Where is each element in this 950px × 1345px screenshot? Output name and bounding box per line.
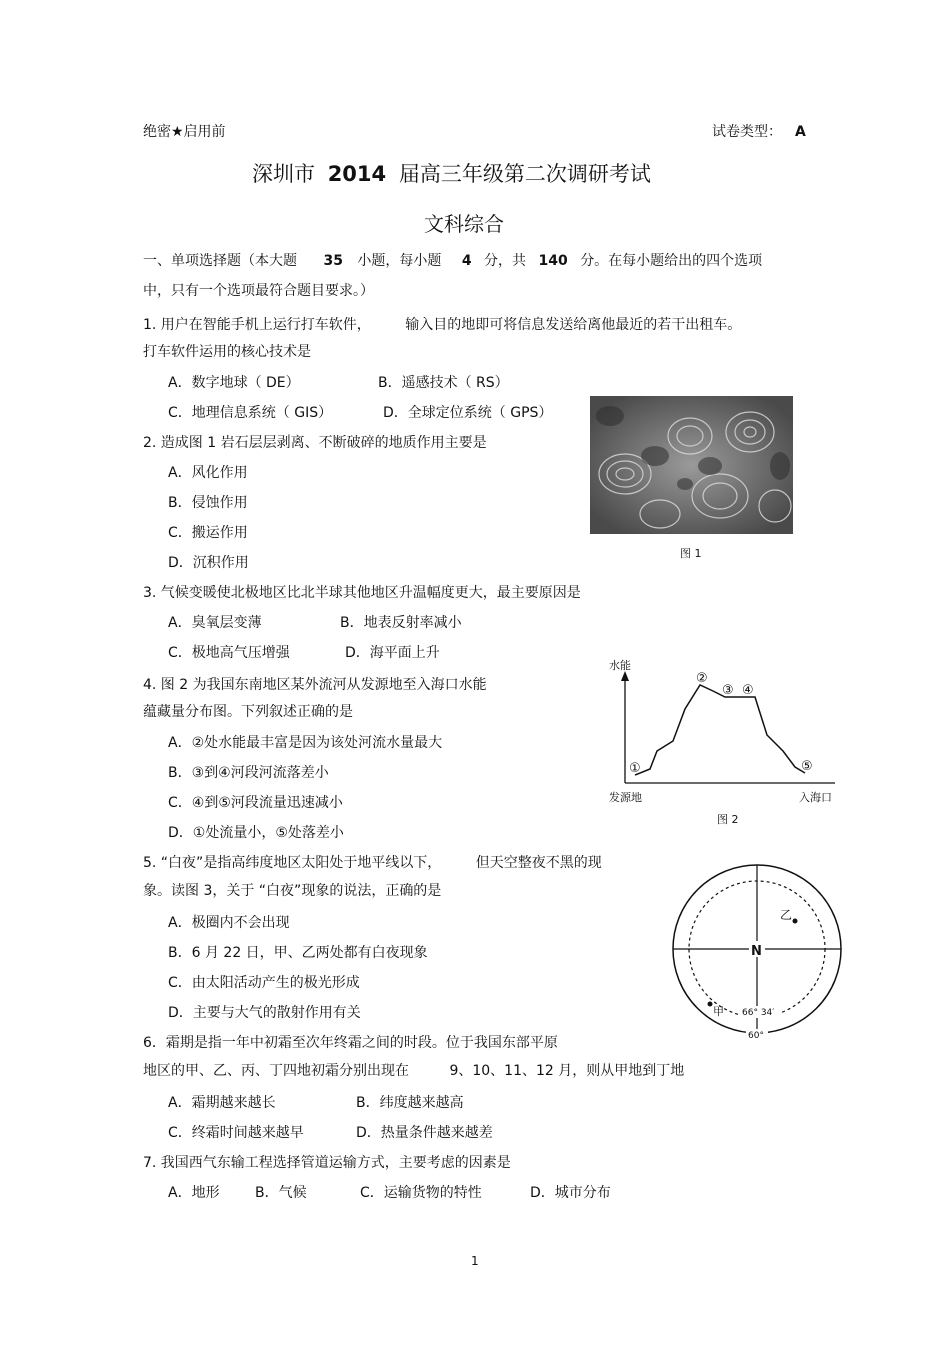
figure-2-profile-line <box>635 685 805 775</box>
q6-stem-part: 9、10、11、12 月，则从甲地到丁地 <box>449 1063 685 1079</box>
q3-option-a: A．臭氧层变薄 <box>168 615 262 631</box>
q5-stem-part: 但天空整夜不黑的现 <box>475 855 602 871</box>
q6-stem-part: 地区的甲、乙、丙、丁四地初霜分别出现在 <box>143 1063 409 1079</box>
q5-stem-line2: 象。读图 3，关于 “白夜”现象的说法，正确的是 <box>143 883 442 899</box>
title-city: 深圳市 <box>252 162 315 186</box>
figure-2-caption: 图 2 <box>717 813 739 826</box>
figure-2-point-5: ⑤ <box>801 759 813 774</box>
q4-option-b: B．③到④河段河流落差小 <box>168 765 329 781</box>
figure-2-ylabel: 水能 <box>609 659 631 672</box>
q2-option-d: D．沉积作用 <box>168 555 249 571</box>
section-number: 4 <box>461 253 472 269</box>
section-text: 分，共 <box>484 253 527 269</box>
secret-label: 绝密★启用前 <box>143 124 226 140</box>
q7-option-a: A．地形 <box>168 1185 220 1201</box>
figure-3-north-pole: N <box>751 944 762 959</box>
figure-2-point-2: ② <box>696 671 708 686</box>
section-number: 140 <box>538 253 568 269</box>
q1-option-b: B．遥感技术（ RS） <box>378 375 509 391</box>
q3-option-c: C．极地高气压增强 <box>168 645 290 661</box>
figure-3-lat-60: 60° <box>748 1031 764 1041</box>
q5-option-c: C．由太阳活动产生的极光形成 <box>168 975 360 991</box>
q2-stem: 2. 造成图 1 岩石层层剥离、不断破碎的地质作用主要是 <box>143 435 487 451</box>
figure-2-point-4: ④ <box>742 683 754 698</box>
q7-option-c: C．运输货物的特性 <box>360 1185 482 1201</box>
q1-stem-line2: 打车软件运用的核心技术是 <box>143 344 311 360</box>
figure-3-lat-arctic: 66° 34′ <box>742 1008 775 1018</box>
section-intro-line1 <box>143 251 762 271</box>
q5-option-b: B．6 月 22 日，甲、乙两处都有白夜现象 <box>168 945 428 961</box>
q3-option-b: B．地表反射率减小 <box>340 615 462 631</box>
q7-option-d: D．城市分布 <box>530 1185 611 1201</box>
q4-stem-line1: 4. 图 2 为我国东南地区某外流河从发源地至入海口水能 <box>143 677 487 693</box>
q5-option-d: D．主要与大气的散射作用有关 <box>168 1005 361 1021</box>
q1-stem-part: 1. 用户在智能手机上运行打车软件， <box>143 317 371 333</box>
q2-option-b: B．侵蚀作用 <box>168 495 248 511</box>
title-rest: 届高三年级第二次调研考试 <box>398 162 651 186</box>
page-subtitle: 文科综合 <box>424 212 504 236</box>
arrow-up-icon <box>621 671 629 681</box>
q6-option-b: B．纬度越来越高 <box>356 1095 464 1111</box>
q5-stem-part: 5. “白夜”是指高纬度地区太阳处于地平线以下， <box>143 855 442 871</box>
q3-option-d: D．海平面上升 <box>345 645 440 661</box>
paper-type-value: A <box>795 124 806 140</box>
figure-3-point-yi <box>793 919 798 924</box>
section-number: 35 <box>323 253 343 269</box>
q5-stem-line1 <box>143 853 602 873</box>
q1-stem-part: 输入目的地即可将信息发送给离他最近的若干出租车。 <box>405 317 742 333</box>
figure-2-hydropower-chart <box>605 655 845 830</box>
title-year: 2014 <box>327 162 387 186</box>
q6-option-d: D．热量条件越来越差 <box>356 1125 493 1141</box>
figure-2-xend: 入海口 <box>799 791 832 804</box>
q6-option-a: A．霜期越来越长 <box>168 1095 276 1111</box>
page-number: 1 <box>471 1254 479 1268</box>
q5-option-a: A．极圈内不会出现 <box>168 915 290 931</box>
page-title <box>252 158 651 188</box>
q4-option-d: D．①处流量小，⑤处落差小 <box>168 825 344 841</box>
q1-option-a: A．数字地球（ DE） <box>168 375 300 391</box>
q4-option-c: C．④到⑤河段流量迅速减小 <box>168 795 343 811</box>
section-intro-line2: 中，只有一个选项最符合题目要求。） <box>143 283 374 299</box>
figure-2-point-1: ① <box>629 761 641 776</box>
figure-3-point-jia <box>708 1002 713 1007</box>
q1-option-c: C．地理信息系统（ GIS） <box>168 405 333 421</box>
q2-option-a: A．风化作用 <box>168 465 248 481</box>
figure-3-polar-map <box>668 860 846 1045</box>
section-text: 一、单项选择题（本大题 <box>143 253 297 269</box>
q4-option-a: A．②处水能最丰富是因为该处河流水量最大 <box>168 735 443 751</box>
q4-stem-line2: 蕴藏量分布图。下列叙述正确的是 <box>143 704 353 720</box>
figure-1-rock-photo <box>590 396 793 534</box>
section-text: 分。在每小题给出的四个选项 <box>580 253 763 269</box>
figure-1-caption: 图 1 <box>680 547 702 560</box>
section-text: 小题，每小题 <box>357 253 442 269</box>
q1-option-d: D．全球定位系统（ GPS） <box>383 405 553 421</box>
figure-3-label-jia: 甲 <box>713 1005 724 1018</box>
q6-option-c: C．终霜时间越来越早 <box>168 1125 304 1141</box>
q6-stem-line2 <box>143 1061 684 1081</box>
q7-option-b: B．气候 <box>255 1185 307 1201</box>
q1-stem-line1 <box>143 315 741 335</box>
figure-3-label-yi: 乙 <box>780 908 793 922</box>
figure-2-xstart: 发源地 <box>609 791 642 804</box>
paper-type-label: 试卷类型： <box>712 124 782 140</box>
figure-2-point-3: ③ <box>722 683 734 698</box>
q7-stem: 7. 我国西气东输工程选择管道运输方式，主要考虑的因素是 <box>143 1155 511 1171</box>
q6-stem-line1: 6．霜期是指一年中初霜至次年终霜之间的时段。位于我国东部平原 <box>143 1035 558 1051</box>
q3-stem: 3. 气候变暖使北极地区比北半球其他地区升温幅度更大，最主要原因是 <box>143 585 581 601</box>
q2-option-c: C．搬运作用 <box>168 525 248 541</box>
